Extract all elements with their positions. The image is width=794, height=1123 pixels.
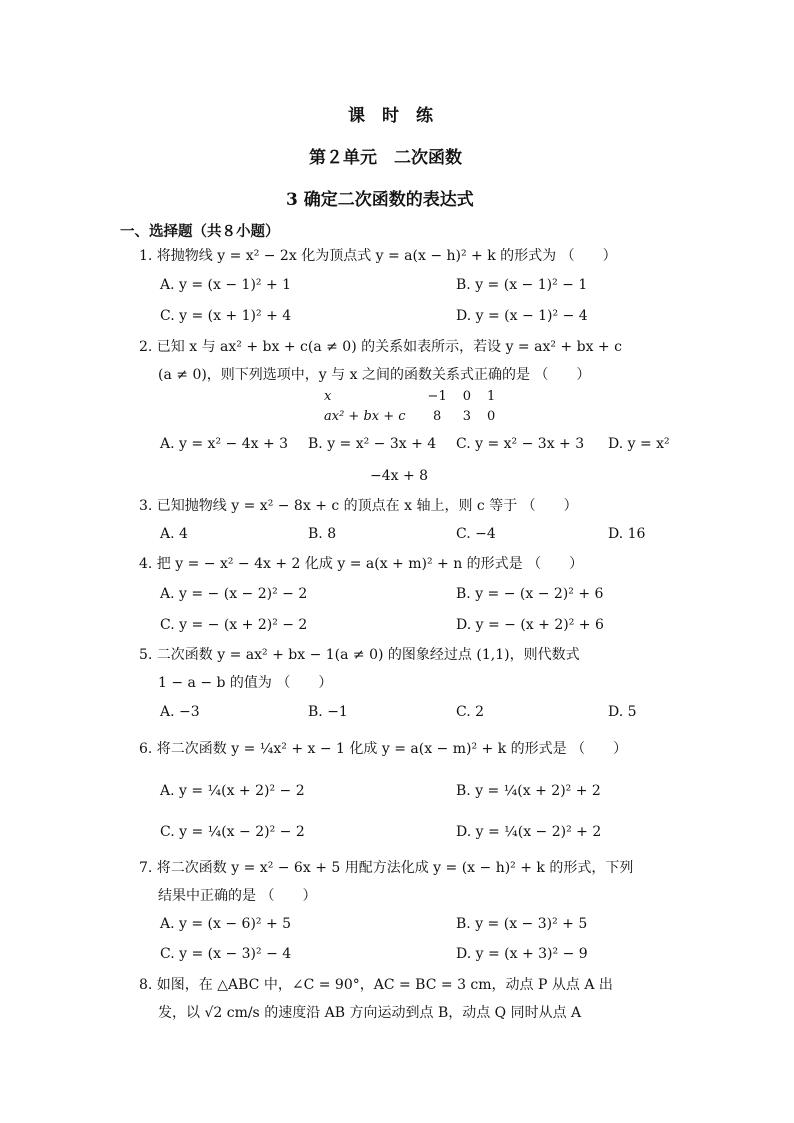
q5-option-c: C. 2 [456, 704, 485, 720]
q5-option-b: B. −1 [308, 704, 348, 720]
q1-option-d: D. y = (x − 1)² − 4 [456, 308, 588, 324]
question-8-text-line-1: 8. 如图，在 △ABC 中，∠C = 90°，AC = BC = 3 cm，动点 P 从点 A 出 [139, 977, 613, 993]
header-title-1: 课 时 练 [348, 106, 433, 126]
table-row-head: ax² + bx + c [324, 408, 406, 424]
value-table [316, 386, 503, 426]
q2-option-b: B. y = x² − 3x + 4 [308, 436, 437, 452]
question-4-text: 4. 把 y = − x² − 4x + 2 化成 y = a(x + m)² + n 的形式是 （ ） [139, 556, 584, 572]
section-heading: 一、选择题（共８小题） [120, 223, 280, 240]
q4-option-b: B. y = − (x − 2)² + 6 [456, 586, 604, 602]
question-2-text-line-1: 2. 已知 x 与 ax² + bx + c(a ≠ 0) 的关系如表所示，若设 y = ax² + bx + c [139, 339, 622, 355]
q7-option-c: C. y = (x − 3)² − 4 [160, 946, 292, 962]
question-3-text: 3. 已知抛物线 y = x² − 8x + c 的顶点在 x 轴上，则 c 等于 （ ） [139, 498, 578, 514]
question-7-text-line-1: 7. 将二次函数 y = x² − 6x + 5 用配方法化成 y = (x − h)² + k 的形式，下列 [139, 860, 634, 876]
header-title-3: 3 确定二次函数的表达式 [286, 190, 474, 210]
table-cell: 3 [462, 408, 471, 424]
q2-option-d: D. y = x² [608, 436, 670, 452]
q2-option-d-continued: −4x + 8 [370, 468, 429, 484]
q7-option-d: D. y = (x + 3)² − 9 [456, 946, 588, 962]
q5-option-a: A. −3 [160, 704, 200, 720]
table-cell: 0 [487, 408, 496, 424]
question-1-text: 1. 将抛物线 y = x² − 2x 化为顶点式 y = a(x − h)² + k 的形式为 （ ） [139, 248, 617, 264]
q6-option-d: D. y = ¼(x − 2)² + 2 [456, 824, 602, 840]
q6-option-b: B. y = ¼(x + 2)² + 2 [456, 783, 601, 799]
q6-option-c: C. y = ¼(x − 2)² − 2 [160, 824, 305, 840]
q3-option-c: C. −4 [456, 526, 496, 542]
question-2-text-line-2: (a ≠ 0)，则下列选项中，y 与 x 之间的函数关系式正确的是 （ ） [158, 367, 591, 383]
table-cell: 1 [487, 388, 496, 404]
q7-option-a: A. y = (x − 6)² + 5 [160, 916, 292, 932]
question-5-text-line-1: 5. 二次函数 y = ax² + bx − 1(a ≠ 0) 的图象经过点 (1,1)，则代数式 [139, 647, 580, 663]
q3-option-a: A. 4 [160, 526, 188, 542]
table-cell: −1 [427, 388, 447, 404]
q4-option-d: D. y = − (x + 2)² + 6 [456, 617, 604, 633]
table-cell: 8 [432, 408, 442, 424]
q1-option-a: A. y = (x − 1)² + 1 [160, 277, 292, 293]
q4-option-c: C. y = − (x + 2)² − 2 [160, 617, 308, 633]
q1-option-c: C. y = (x + 1)² + 4 [160, 308, 292, 324]
question-6-text: 6. 将二次函数 y = ¼x² + x − 1 化成 y = a(x − m)² + k 的形式是 （ ） [139, 741, 628, 757]
question-5-text-line-2: 1 − a − b 的值为 （ ） [158, 675, 333, 691]
question-7-text-line-2: 结果中正确的是 （ ） [158, 888, 317, 904]
q7-option-b: B. y = (x − 3)² + 5 [456, 916, 588, 932]
table-row [316, 386, 503, 406]
q3-option-d: D. 16 [608, 526, 646, 542]
q6-option-a: A. y = ¼(x + 2)² − 2 [160, 783, 305, 799]
table-row-head: x [324, 388, 332, 404]
table-cell: 0 [462, 388, 471, 404]
q2-option-c: C. y = x² − 3x + 3 [456, 436, 585, 452]
question-8-text-line-2: 发，以 √2 cm/s 的速度沿 AB 方向运动到点 B，动点 Q 同时从点 A [158, 1005, 582, 1021]
q3-option-b: B. 8 [308, 526, 337, 542]
q1-option-b: B. y = (x − 1)² − 1 [456, 277, 588, 293]
q4-option-a: A. y = − (x − 2)² − 2 [160, 586, 308, 602]
q5-option-d: D. 5 [608, 704, 637, 720]
header-title-2: 第２单元 二次函数 [309, 148, 462, 168]
table-row [316, 406, 503, 426]
q2-option-a: A. y = x² − 4x + 3 [160, 436, 289, 452]
